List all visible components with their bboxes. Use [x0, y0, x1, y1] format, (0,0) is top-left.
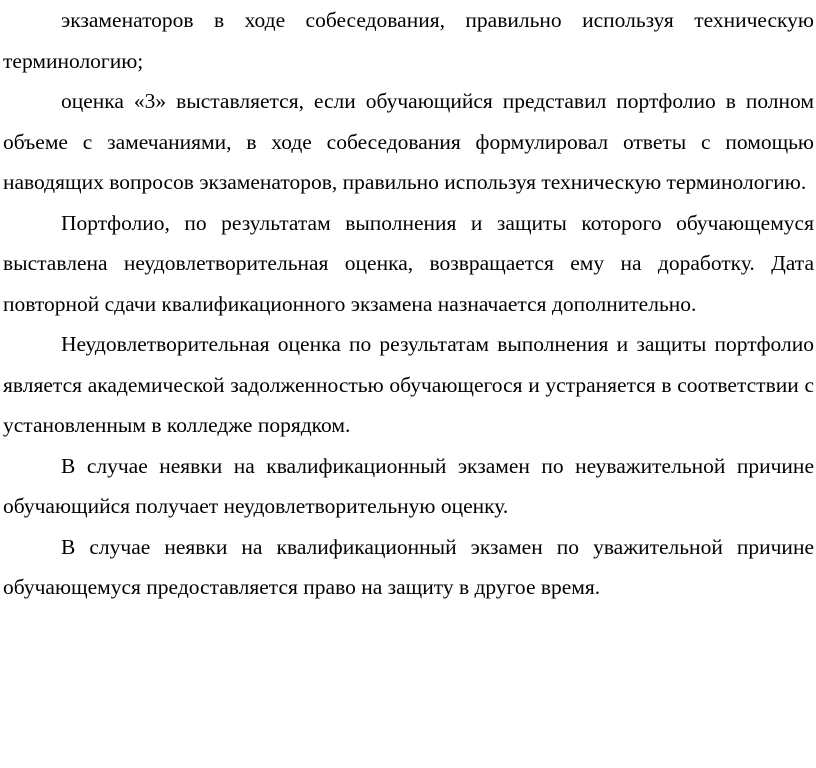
document-page [3, 0, 814, 608]
paragraph-unexcused-absence: В случае неявки на квалификационный экзамен по неуважительной причине обучающийся получает неудовлетворительную оценку. [3, 453, 814, 518]
paragraph-portfolio-rework: Портфолио, по результатам выполнения и защиты которого обучающемуся выставлена неудовлетворительная оценка, возвращается ему на доработку. Дата повторной сдачи квалификационного экзамена назначается дополнительно. [3, 210, 814, 316]
paragraph-excused-absence: В случае неявки на квалификационный экзамен по уважительной причине обучающемуся предоставляется право на защиту в другое время. [3, 534, 814, 599]
paragraph-academic-debt: Неудовлетворительная оценка по результатам выполнения и защиты портфолио является академической задолженностью обучающегося и устраняется в соответствии с установленным в колледже порядком. [3, 332, 814, 437]
paragraph-grade-3: оценка «3» выставляется, если обучающийся представил портфолио в полном объеме с замечаниями, в ходе собеседования формулировал ответы с помощью наводящих вопросов экзаменаторов, правильно используя техническую терминологию. [3, 89, 814, 194]
paragraph-continuation: экзаменаторов в ходе собеседования, правильно используя техническую терминологию; [3, 8, 814, 73]
